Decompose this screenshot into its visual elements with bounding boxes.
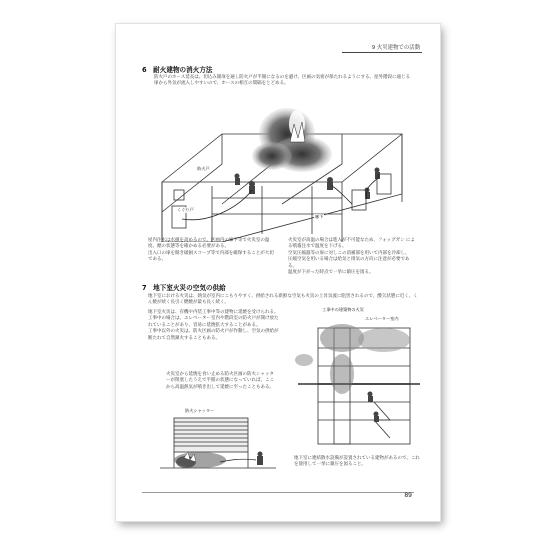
- section-7-title: 7 地下室火災の空気の供給: [142, 284, 226, 292]
- section-6-intro: 防火戸のホース延長は、切込み開扉を通し防火戸が半開になるのを避け、区画の気密が保たれるようにする。屋外階段に通じる扉から外気が流入しやすいので、ホースの相互の間隔をとどめる。: [154, 75, 411, 87]
- figure-fire-building: [152, 94, 422, 242]
- label-fire-door: 防火戸: [197, 166, 210, 171]
- figure-fire-shutter: [160, 414, 276, 474]
- document-page: [116, 24, 440, 521]
- label-hole: くぐり戸: [177, 207, 194, 212]
- label-fire-shutter: 防火シャッター: [185, 408, 215, 413]
- page-number: 89: [404, 492, 412, 499]
- label-elevator-room: エレベーター室内: [365, 316, 399, 321]
- section-7-text-left: 地下室火災は、有機や内装工事中等の建物に延焼を受けられる。 工事中の場合は、エレベーター室内や階段室の防火戸が開け放たれていることがあり、容易に延焼拡大することがある。 工事中以外の火災は、防火区画の防火戸が作動し、空気の供給が断たれて自然鎮火することもある。: [148, 310, 279, 341]
- label-construction-building: 工事中の建築物の火災: [322, 307, 364, 312]
- section-7-intro: 地下室における火災は、熱気が室内にこもりやすく、供給される新鮮な空気も火災の上昇気流に阻害されるので、酸欠状態に近く、くん焼が続く長引く燃焼が最も長く続く。: [148, 294, 418, 306]
- section-7-text-left2: 火災室から延焼を食い止める防火区画の防火シャッターが閉塞したうえで半開の状態になっていれば、ここから高温熱気が噴き出して延焼に至ったこともある。: [166, 372, 274, 390]
- footer-rule: [142, 492, 414, 493]
- running-head: 9 火災建物での活動: [342, 43, 422, 53]
- label-corridor: 廊下: [315, 214, 324, 219]
- section-7-text-bottom: 地下室に連結散水設備が設置されている建物があるので、これを使用して一挙に鎮圧を図ること。: [294, 456, 420, 468]
- section-6-title: 6 耐火建物の消火方法: [142, 66, 213, 74]
- section-6-text-right: 火災室が高温の場合は進入が不可能なため、フォッグガン による噴霧注水で温度を下げる。 空気圧縮器等の扉に対しこの消補部を用いて内部を冷却し、 圧縮空気を用いる場合は給気と排気の方向に注意が必要である。 温度が下がった時点で一挙に鎮圧を図る。: [288, 238, 416, 276]
- section-6-text-left: 屋内注水は水損を高めるので、区画内の廊下等で火災室の温度、煙の状態等を確かめる必要がある。 出入口の扉を開き破損スコープ等で内部を確保することが大切である。: [148, 238, 274, 263]
- figure-underground-building: [294, 314, 424, 446]
